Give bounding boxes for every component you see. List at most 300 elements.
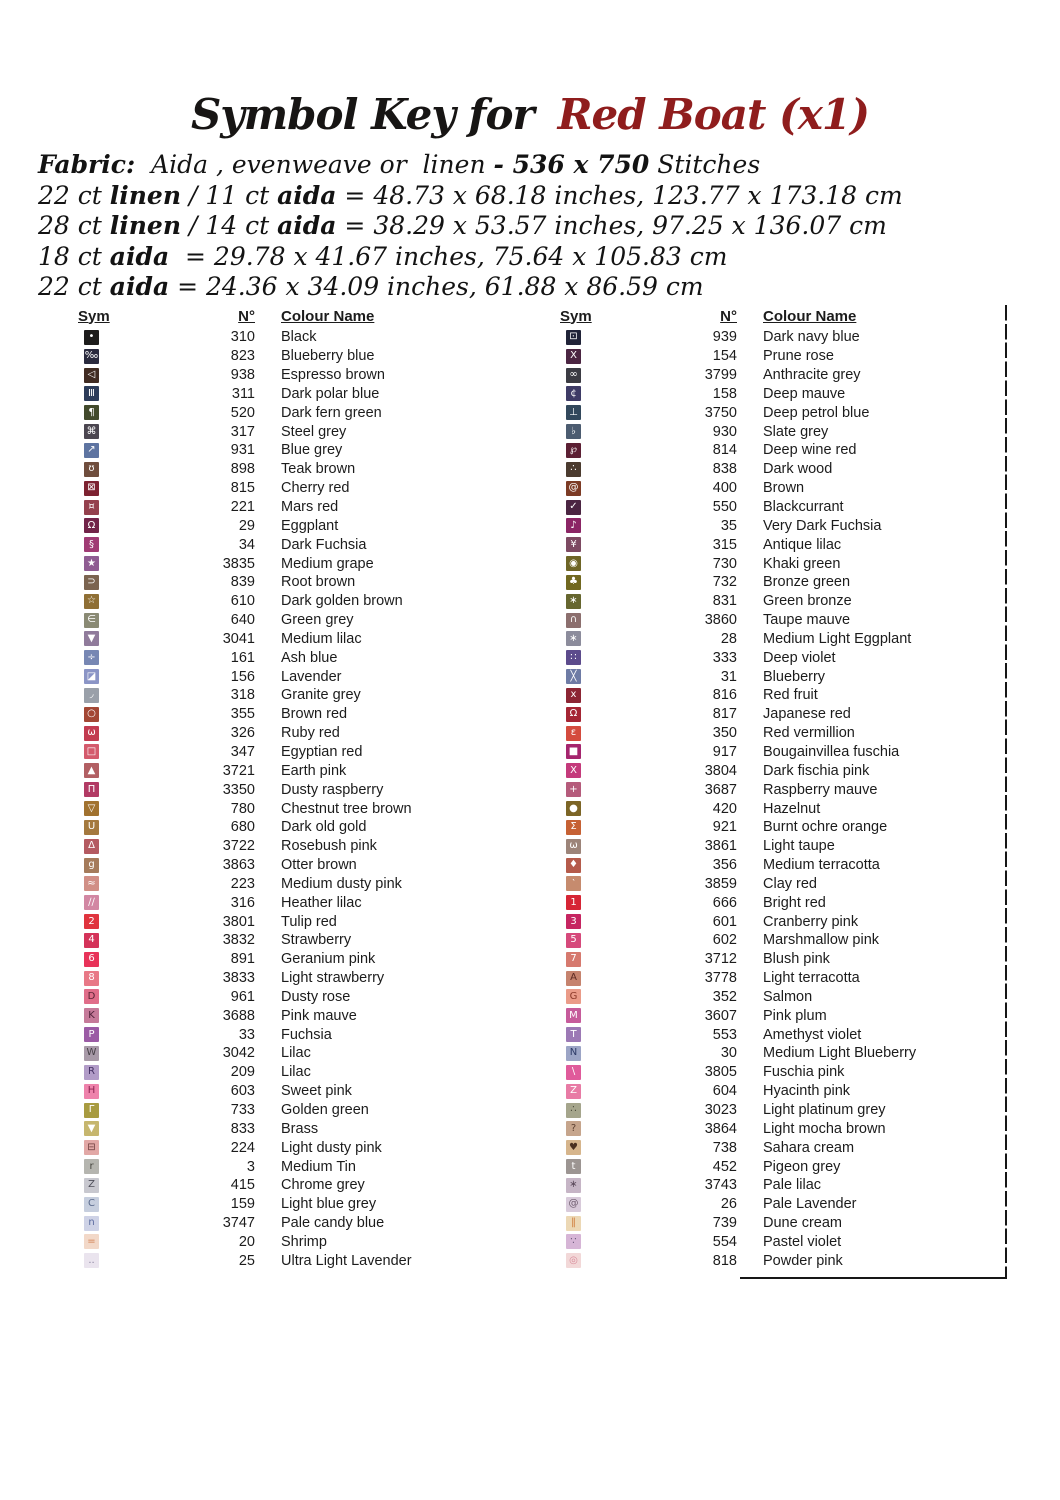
thread-number: 311 (231, 385, 255, 402)
key-row (78, 667, 518, 686)
key-row (560, 837, 1007, 856)
key-row (560, 366, 1007, 385)
symbol-swatch: ★ (84, 556, 99, 571)
symbol-swatch: ◎ (566, 1253, 581, 1268)
key-row (78, 780, 518, 799)
key-row (78, 1233, 518, 1252)
symbol-swatch: @ (566, 1197, 581, 1212)
thread-number: 352 (712, 988, 737, 1005)
key-row (78, 761, 518, 780)
symbol-swatch: Ω (84, 518, 99, 533)
symbol-swatch: ¥ (566, 537, 581, 552)
thread-number: 3835 (222, 555, 255, 572)
colour-name: Brown (763, 480, 805, 497)
colour-name: Black (281, 329, 317, 346)
thread-number: 30 (720, 1045, 737, 1062)
symbol-swatch: ◞ (84, 688, 99, 703)
colour-name: Green grey (281, 612, 354, 629)
fabric-line: 18 ct aida = 29.78 x 41.67 inches, 75.64 x 105.83 cm (38, 241, 728, 271)
key-row (560, 950, 1007, 969)
colour-name: Light blue grey (281, 1196, 377, 1213)
colour-name: Brown red (281, 706, 348, 723)
thread-number: 831 (712, 593, 737, 610)
colour-name: Raspberry mauve (763, 781, 878, 798)
symbol-swatch: 4 (84, 933, 99, 948)
thread-number: 34 (238, 536, 255, 553)
thread-number: 815 (230, 480, 255, 497)
key-row (78, 818, 518, 837)
thread-number: 3799 (704, 367, 737, 384)
symbol-swatch: .. (84, 1253, 99, 1268)
colour-name: Medium terracotta (763, 857, 880, 874)
key-row (560, 592, 1007, 611)
key-row (560, 611, 1007, 630)
symbol-swatch: ⊃ (84, 575, 99, 590)
table-header (78, 304, 518, 328)
thread-number: 814 (712, 442, 737, 459)
thread-number: 602 (712, 932, 737, 949)
symbol-swatch: K (84, 1008, 99, 1023)
table-header (560, 304, 1007, 328)
symbol-swatch: ▲ (84, 763, 99, 778)
key-row (78, 385, 518, 404)
thread-number: 26 (720, 1196, 737, 1213)
colour-name: Salmon (763, 988, 813, 1005)
key-row (560, 554, 1007, 573)
symbol-swatch: ∗ (566, 594, 581, 609)
symbol-swatch: ⊠ (84, 481, 99, 496)
key-row (560, 479, 1007, 498)
symbol-swatch: H (84, 1084, 99, 1099)
thread-number: 891 (230, 951, 255, 968)
key-row (78, 611, 518, 630)
key-row (78, 554, 518, 573)
key-row (560, 630, 1007, 649)
symbol-swatch: ▽ (84, 801, 99, 816)
thread-number: 31 (720, 668, 737, 685)
thread-number: 209 (230, 1064, 255, 1081)
key-row (78, 1251, 518, 1270)
colour-name: Anthracite grey (763, 367, 861, 384)
symbol-swatch: ¢ (566, 386, 581, 401)
thread-number: 550 (712, 499, 737, 516)
key-row (560, 1214, 1007, 1233)
symbol-swatch: g (84, 858, 99, 873)
thread-number: 930 (712, 423, 737, 440)
thread-number: 3833 (222, 970, 255, 987)
thread-number: 3864 (704, 1120, 737, 1137)
thread-number: 931 (230, 442, 255, 459)
key-row (78, 1063, 518, 1082)
colour-name: Cranberry pink (763, 913, 859, 930)
thread-number: 603 (230, 1083, 255, 1100)
symbol-swatch: N (566, 1046, 581, 1061)
key-row (78, 856, 518, 875)
key-row (78, 874, 518, 893)
key-row (560, 648, 1007, 667)
key-row (560, 743, 1007, 762)
colour-name: Deep wine red (763, 442, 857, 459)
symbol-swatch: ∴ (566, 1103, 581, 1118)
key-row (560, 893, 1007, 912)
key-row (560, 856, 1007, 875)
colour-name: Light dusty pink (281, 1139, 382, 1156)
key-row (560, 1251, 1007, 1270)
symbol-swatch: ‖ (566, 1216, 581, 1231)
colour-name: Mars red (281, 499, 339, 516)
thread-number: 601 (712, 913, 737, 930)
key-row (78, 837, 518, 856)
key-row (560, 1157, 1007, 1176)
colour-name: Amethyst violet (763, 1026, 862, 1043)
colour-name: Medium lilac (281, 630, 362, 647)
colour-name: Rosebush pink (281, 838, 377, 855)
key-row (560, 780, 1007, 799)
header-number: N° (720, 307, 737, 325)
symbol-swatch: ✓ (566, 500, 581, 515)
colour-name: Ash blue (281, 649, 338, 666)
key-row (78, 1157, 518, 1176)
key-row (78, 743, 518, 762)
symbol-swatch: \ (566, 1065, 581, 1080)
symbol-swatch: ♭ (566, 424, 581, 439)
key-row (560, 385, 1007, 404)
symbol-swatch: • (84, 330, 99, 345)
colour-name: Medium grape (281, 555, 374, 572)
symbol-swatch: t (566, 1159, 581, 1174)
key-row (560, 931, 1007, 950)
key-row (560, 1101, 1007, 1120)
symbol-swatch: = (84, 1234, 99, 1249)
key-row (78, 422, 518, 441)
thread-number: 3607 (704, 1007, 737, 1024)
symbol-swatch: U (84, 820, 99, 835)
symbol-swatch: ● (566, 801, 581, 816)
key-row (78, 648, 518, 667)
colour-name: Sahara cream (763, 1139, 855, 1156)
thread-number: 640 (230, 612, 255, 629)
key-row (560, 347, 1007, 366)
key-row (78, 969, 518, 988)
colour-name: Eggplant (281, 517, 339, 534)
key-row (78, 573, 518, 592)
thread-number: 732 (712, 574, 737, 591)
key-row (560, 799, 1007, 818)
key-row (78, 724, 518, 743)
thread-number: 553 (712, 1026, 737, 1043)
thread-number: 839 (230, 574, 255, 591)
thread-number: 28 (720, 630, 737, 647)
symbol-swatch: ‵ (566, 876, 581, 891)
thread-number: 3688 (222, 1007, 255, 1024)
colour-name: Otter brown (281, 857, 357, 874)
colour-name: Geranium pink (281, 951, 376, 968)
symbol-key-table-left (78, 304, 518, 1270)
key-row (78, 516, 518, 535)
title-pattern-name: Red Boat (x1) (557, 90, 870, 139)
header-sym: Sym (78, 307, 110, 325)
key-row (78, 1176, 518, 1195)
key-row (78, 912, 518, 931)
symbol-swatch: r (84, 1159, 99, 1174)
thread-number: 33 (238, 1026, 255, 1043)
key-row (560, 686, 1007, 705)
thread-number: 938 (230, 367, 255, 384)
symbol-swatch: R (84, 1065, 99, 1080)
colour-name: Chrome grey (281, 1177, 365, 1194)
thread-number: 3722 (222, 838, 255, 855)
symbol-swatch: ∕∕ (84, 895, 99, 910)
thread-number: 3747 (222, 1215, 255, 1232)
thread-number: 29 (238, 517, 255, 534)
symbol-swatch: M (566, 1008, 581, 1023)
colour-name: Cherry red (281, 480, 350, 497)
colour-name: Clay red (763, 875, 817, 892)
symbol-swatch: X (566, 349, 581, 364)
symbol-swatch: ¤ (84, 500, 99, 515)
thread-number: 3 (246, 1158, 255, 1175)
colour-name: Lavender (281, 668, 342, 685)
thread-number: 310 (230, 329, 255, 346)
table-right-border-line (1005, 305, 1007, 1279)
colour-name: Deep violet (763, 649, 836, 666)
symbol-swatch: Σ (566, 820, 581, 835)
thread-number: 3778 (704, 970, 737, 987)
thread-number: 823 (230, 348, 255, 365)
colour-name: Light mocha brown (763, 1120, 886, 1137)
colour-name: Khaki green (763, 555, 841, 572)
symbol-swatch: @ (566, 481, 581, 496)
fabric-line: Fabric: Aida , evenweave or linen - 536 x 750 Stitches (38, 150, 761, 179)
key-row (78, 1195, 518, 1214)
symbol-swatch: 1 (566, 895, 581, 910)
key-row (560, 724, 1007, 743)
key-row (560, 667, 1007, 686)
colour-name: Marshmallow pink (763, 932, 880, 949)
thread-number: 3743 (704, 1177, 737, 1194)
symbol-swatch: 7 (566, 952, 581, 967)
colour-name: Light terracotta (763, 970, 860, 987)
key-row (560, 705, 1007, 724)
thread-number: 817 (712, 706, 737, 723)
key-row (78, 1119, 518, 1138)
key-row (78, 1138, 518, 1157)
thread-number: 738 (712, 1139, 737, 1156)
header-number: N° (238, 307, 255, 325)
thread-number: 3041 (222, 630, 255, 647)
symbol-swatch: 6 (84, 952, 99, 967)
symbol-swatch: C (84, 1197, 99, 1212)
thread-number: 680 (230, 819, 255, 836)
symbol-swatch: n (84, 1216, 99, 1231)
key-row (78, 403, 518, 422)
colour-name: Fuschia pink (763, 1064, 845, 1081)
symbol-swatch: ╳ (566, 669, 581, 684)
key-row (78, 479, 518, 498)
symbol-swatch: ♥ (566, 1140, 581, 1155)
colour-name: Steel grey (281, 423, 347, 440)
title-prefix: Symbol Key for (190, 90, 534, 139)
colour-name: Hyacinth pink (763, 1083, 851, 1100)
key-row (78, 630, 518, 649)
colour-name: Espresso brown (281, 367, 385, 384)
colour-name: Very Dark Fuchsia (763, 517, 882, 534)
thread-number: 3863 (222, 857, 255, 874)
colour-name: Earth pink (281, 762, 347, 779)
thread-number: 156 (230, 668, 255, 685)
symbol-swatch: ☆ (84, 594, 99, 609)
symbol-swatch: T (566, 1027, 581, 1042)
key-row (560, 498, 1007, 517)
colour-name: Red fruit (763, 687, 818, 704)
key-row (560, 516, 1007, 535)
colour-name: Dusty rose (281, 988, 351, 1005)
symbol-swatch: ω (84, 726, 99, 741)
key-row (560, 761, 1007, 780)
symbol-swatch: 5 (566, 933, 581, 948)
colour-name: Medium dusty pink (281, 875, 402, 892)
symbol-swatch: 8 (84, 971, 99, 986)
colour-name: Light strawberry (281, 970, 385, 987)
symbol-swatch: ♣ (566, 575, 581, 590)
key-row (78, 1025, 518, 1044)
thread-number: 3861 (704, 838, 737, 855)
symbol-swatch: ⊥ (566, 405, 581, 420)
symbol-swatch: □ (84, 744, 99, 759)
thread-number: 350 (712, 725, 737, 742)
thread-number: 666 (712, 894, 737, 911)
thread-number: 221 (230, 499, 255, 516)
colour-name: Hazelnut (763, 800, 821, 817)
table-bottom-border-line (740, 1277, 1007, 1279)
colour-name: Medium Tin (281, 1158, 356, 1175)
colour-name: Prune rose (763, 348, 834, 365)
colour-name: Tulip red (281, 913, 337, 930)
thread-number: 780 (230, 800, 255, 817)
symbol-swatch: ⌘ (84, 424, 99, 439)
key-row (78, 1101, 518, 1120)
thread-number: 3859 (704, 875, 737, 892)
colour-name: Chestnut tree brown (281, 800, 412, 817)
thread-number: 3832 (222, 932, 255, 949)
key-row (560, 1233, 1007, 1252)
symbol-swatch: Ⅲ (84, 386, 99, 401)
colour-name: Granite grey (281, 687, 361, 704)
key-row (78, 1006, 518, 1025)
colour-name: Sweet pink (281, 1083, 352, 1100)
key-row (560, 535, 1007, 554)
thread-number: 610 (230, 593, 255, 610)
key-row (560, 403, 1007, 422)
colour-name: Pale Lavender (763, 1196, 857, 1213)
key-row (560, 422, 1007, 441)
thread-number: 898 (230, 461, 255, 478)
thread-number: 158 (712, 385, 737, 402)
thread-number: 921 (712, 819, 737, 836)
thread-number: 3721 (222, 762, 255, 779)
colour-name: Dark Fuchsia (281, 536, 367, 553)
symbol-swatch: ∞ (566, 368, 581, 383)
key-row (560, 1006, 1007, 1025)
key-row (560, 328, 1007, 347)
symbol-swatch: ∵ (566, 1234, 581, 1249)
symbol-swatch: Π (84, 782, 99, 797)
key-row (560, 1138, 1007, 1157)
thread-number: 3042 (222, 1045, 255, 1062)
colour-name: Bronze green (763, 574, 851, 591)
key-row (560, 912, 1007, 931)
colour-name: Dark wood (763, 461, 833, 478)
colour-name: Teak brown (281, 461, 356, 478)
symbol-swatch: ‰ (84, 349, 99, 364)
colour-name: Medium Light Eggplant (763, 630, 912, 647)
key-row (78, 1214, 518, 1233)
thread-number: 520 (230, 404, 255, 421)
symbol-swatch: ? (566, 1121, 581, 1136)
symbol-swatch: 2 (84, 914, 99, 929)
colour-name: Dusty raspberry (281, 781, 384, 798)
symbol-swatch: W (84, 1046, 99, 1061)
thread-number: 730 (712, 555, 737, 572)
colour-name: Dark fischia pink (763, 762, 870, 779)
thread-number: 3860 (704, 612, 737, 629)
colour-name: Deep mauve (763, 385, 846, 402)
colour-name: Lilac (281, 1064, 311, 1081)
colour-name: Burnt ochre orange (763, 819, 888, 836)
thread-number: 3804 (704, 762, 737, 779)
thread-number: 939 (712, 329, 737, 346)
symbol-swatch: ʊ (84, 462, 99, 477)
symbol-swatch: ∗ (566, 631, 581, 646)
thread-number: 917 (712, 743, 737, 760)
colour-name: Strawberry (281, 932, 352, 949)
thread-number: 961 (230, 988, 255, 1005)
key-row (78, 1082, 518, 1101)
key-row (78, 893, 518, 912)
symbol-swatch: ∩ (566, 613, 581, 628)
key-row (78, 347, 518, 366)
thread-number: 326 (230, 725, 255, 742)
fabric-line: 22 ct linen / 11 ct aida = 48.73 x 68.18 inches, 123.77 x 173.18 cm (38, 180, 903, 210)
symbol-swatch: ▼ (84, 631, 99, 646)
thread-number: 317 (230, 423, 255, 440)
colour-name: Heather lilac (281, 894, 362, 911)
key-row (78, 931, 518, 950)
symbol-swatch: 3 (566, 914, 581, 929)
colour-name: Fuchsia (281, 1026, 332, 1043)
colour-name: Dark old gold (281, 819, 367, 836)
key-row (78, 441, 518, 460)
colour-name: Egyptian red (281, 743, 363, 760)
symbol-swatch: ¶ (84, 405, 99, 420)
thread-number: 347 (230, 743, 255, 760)
symbol-swatch: + (566, 782, 581, 797)
thread-number: 161 (230, 649, 255, 666)
key-row (560, 1063, 1007, 1082)
thread-number: 739 (712, 1215, 737, 1232)
key-row (560, 441, 1007, 460)
thread-number: 25 (238, 1252, 255, 1269)
header-colour-name: Colour Name (281, 307, 375, 325)
colour-name: Pink mauve (281, 1007, 357, 1024)
colour-name: Lilac (281, 1045, 311, 1062)
colour-name: Blackcurrant (763, 499, 844, 516)
colour-name: Blueberry blue (281, 348, 375, 365)
colour-name: Bright red (763, 894, 826, 911)
key-row (78, 686, 518, 705)
thread-number: 733 (230, 1102, 255, 1119)
thread-number: 3023 (704, 1102, 737, 1119)
